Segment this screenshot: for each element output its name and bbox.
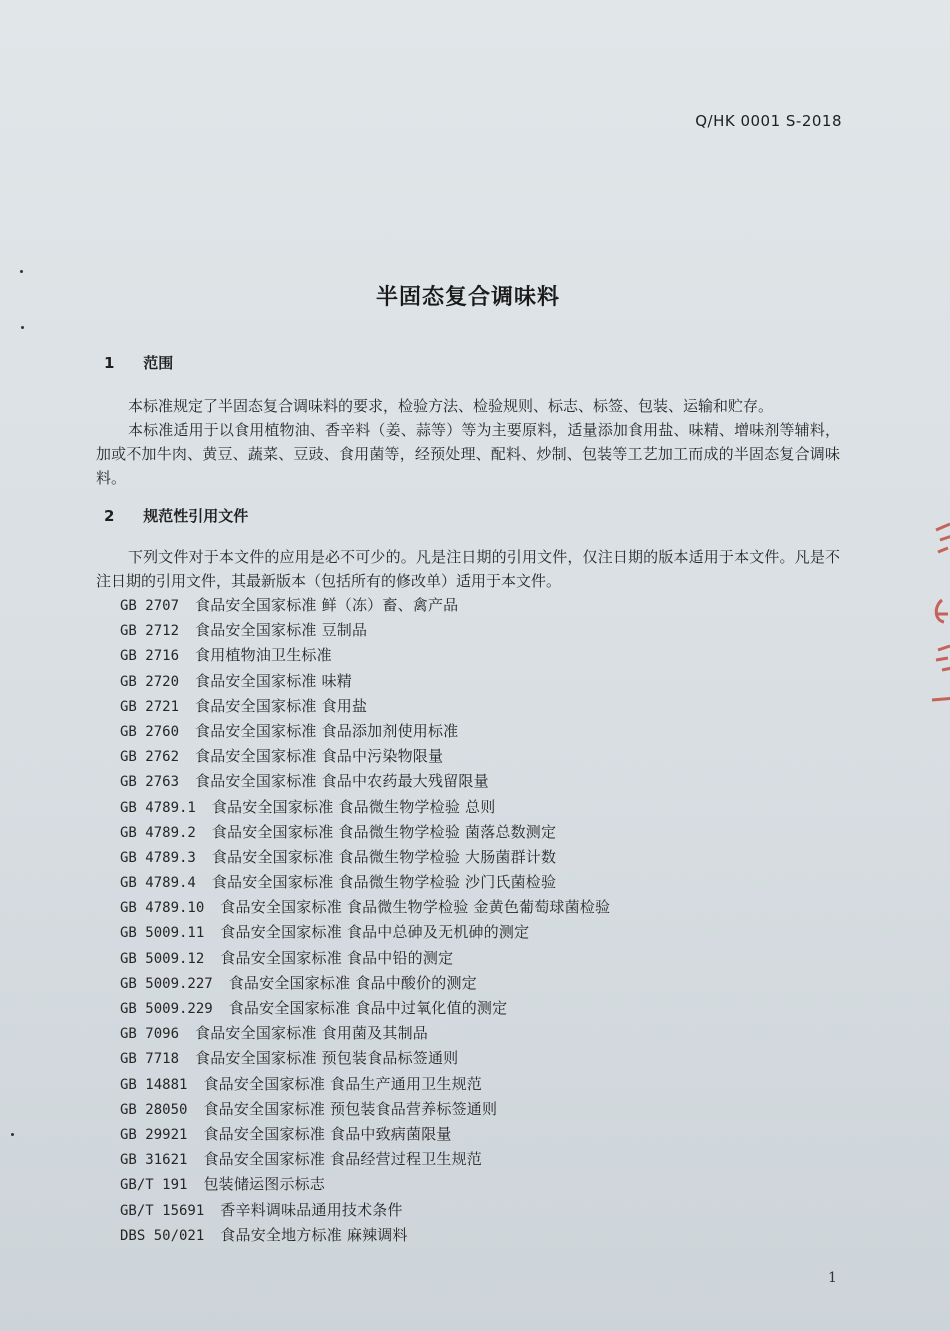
reference-item [120,820,760,845]
reference-title: 香辛料调味品通用技术条件 [220,1200,403,1219]
reference-item [120,769,760,794]
reference-item [120,845,760,870]
reference-code: GB 4789.3 [120,849,196,866]
reference-code: GB 28050 [120,1101,188,1118]
reference-title: 食品安全国家标准 食品中过氧化值的测定 [228,999,508,1017]
reference-item [120,1072,760,1097]
reference-code: GB 2762 [120,749,180,766]
section-number: 2 [104,507,115,525]
section-2-heading [104,505,248,526]
reference-title: 食品安全国家标准 食品经营过程卫生规范 [203,1150,483,1169]
reference-item [120,996,760,1021]
reference-code: GB 2720 [120,673,180,690]
reference-title: 食品安全国家标准 食品微生物学检验 沙门氏菌检验 [211,873,557,892]
reference-item [120,669,760,694]
reference-title: 食品安全国家标准 食品微生物学检验 大肠菌群计数 [211,847,557,866]
scan-speck [21,326,24,329]
reference-code: GB 2712 [120,623,180,640]
reference-title: 食品安全国家标准 食品中污染物限量 [195,747,444,766]
reference-code: GB 4789.1 [120,799,196,816]
reference-code: GB 7718 [120,1051,180,1068]
reference-code: GB 5009.11 [120,925,205,942]
reference-item [120,719,760,744]
reference-title: 食品安全国家标准 食用菌及其制品 [195,1024,428,1043]
reference-code: GB 2716 [120,648,180,665]
reference-title: 食品安全国家标准 食品中总砷及无机砷的测定 [220,923,530,942]
reference-item [120,895,760,920]
reference-code: GB 5009.227 [120,975,213,992]
reference-item [120,1021,760,1046]
page-number: 1 [828,1270,837,1286]
reference-item [120,1046,760,1071]
reference-item [120,618,760,643]
scan-speck [20,270,23,273]
reference-item [120,694,760,719]
reference-title: 食品安全国家标准 食品添加剂使用标准 [195,721,459,740]
reference-item [120,971,760,996]
document-code: Q/HK 0001 S-2018 [695,112,842,130]
reference-title: 包装储运图示标志 [203,1175,326,1194]
document-title: 半固态复合调味料 [375,285,560,310]
reference-code: GB 4789.2 [120,824,196,841]
reference-item [120,1172,760,1197]
reference-code: GB/T 15691 [120,1202,205,1219]
reference-title: 食品安全国家标准 食品中致病菌限量 [203,1124,452,1143]
reference-item [120,1147,760,1172]
reference-title: 食品安全国家标准 鲜（冻）畜、禽产品 [195,596,459,614]
reference-code: GB 5009.229 [120,1001,213,1017]
reference-item [120,946,760,971]
reference-list [120,593,760,1248]
section-1-heading [104,352,173,373]
reference-title: 食品安全地方标准 麻辣调料 [220,1225,408,1244]
reference-code: GB 5009.12 [120,950,205,967]
reference-title: 食品安全国家标准 食品生产通用卫生规范 [203,1074,483,1093]
reference-title: 食品安全国家标准 食品中铅的测定 [220,948,454,967]
reference-code: GB 2721 [120,698,180,715]
reference-item [120,1223,760,1248]
reference-title: 食品安全国家标准 预包装食品标签通则 [195,1049,459,1068]
section-1-body [96,394,840,490]
reference-item [120,1097,760,1122]
section-title: 范围 [143,354,174,372]
reference-code: GB 7096 [120,1026,180,1043]
section-2-intro [96,545,840,593]
paragraph: 本标准适用于以食用植物油、香辛料（姜、蒜等）等为主要原料，适量添加食用盐、味精、增味剂等辅料，加或不加牛肉、黄豆、蔬菜、豆豉、食用菌等，经预处理、配料、炒制、包装等工艺加工而成的半固态复合调味料。 [96,421,840,487]
section-title: 规范性引用文件 [143,507,249,525]
reference-item [120,870,760,895]
reference-title: 食用植物油卫生标准 [195,646,332,665]
reference-code: GB 4789.4 [120,875,196,892]
reference-code: GB 31621 [120,1152,188,1169]
paragraph: 本标准规定了半固态复合调味料的要求，检验方法、检验规则、标志、标签、包装、运输和贮存。 [128,397,774,415]
reference-code: DBS 50/021 [120,1227,205,1244]
section-number: 1 [104,354,115,372]
reference-item [120,744,760,769]
reference-code: GB 4789.10 [120,900,205,917]
reference-item [120,643,760,668]
reference-title: 食品安全国家标准 食用盐 [195,696,368,715]
paragraph: 下列文件对于本文件的应用是必不可少的。凡是注日期的引用文件，仅注日期的版本适用于本文件。凡是不注日期的引用文件，其最新版本（包括所有的修改单）适用于本文件。 [96,548,840,590]
reference-code: GB 14881 [120,1076,188,1093]
reference-title: 食品安全国家标准 食品微生物学检验 金黄色葡萄球菌检验 [220,898,611,917]
reference-title: 食品安全国家标准 食品微生物学检验 菌落总数测定 [211,822,557,841]
reference-code: GB 2760 [120,723,180,740]
official-seal-fragment [922,510,950,710]
reference-title: 食品安全国家标准 食品中农药最大残留限量 [195,772,489,791]
reference-title: 食品安全国家标准 食品微生物学检验 总则 [211,797,496,816]
reference-title: 食品安全国家标准 预包装食品营养标签通则 [203,1099,498,1118]
reference-item [120,593,760,618]
reference-item [120,920,760,945]
reference-item [120,1122,760,1147]
reference-item [120,795,760,820]
reference-title: 食品安全国家标准 味精 [195,671,352,690]
reference-title: 食品安全国家标准 食品中酸价的测定 [228,973,477,992]
reference-code: GB 2707 [120,598,180,614]
reference-code: GB 29921 [120,1126,188,1143]
reference-title: 食品安全国家标准 豆制品 [195,621,368,640]
reference-item [120,1198,760,1223]
reference-code: GB 2763 [120,774,180,791]
reference-code: GB/T 191 [120,1177,188,1194]
scan-speck [11,1133,14,1136]
